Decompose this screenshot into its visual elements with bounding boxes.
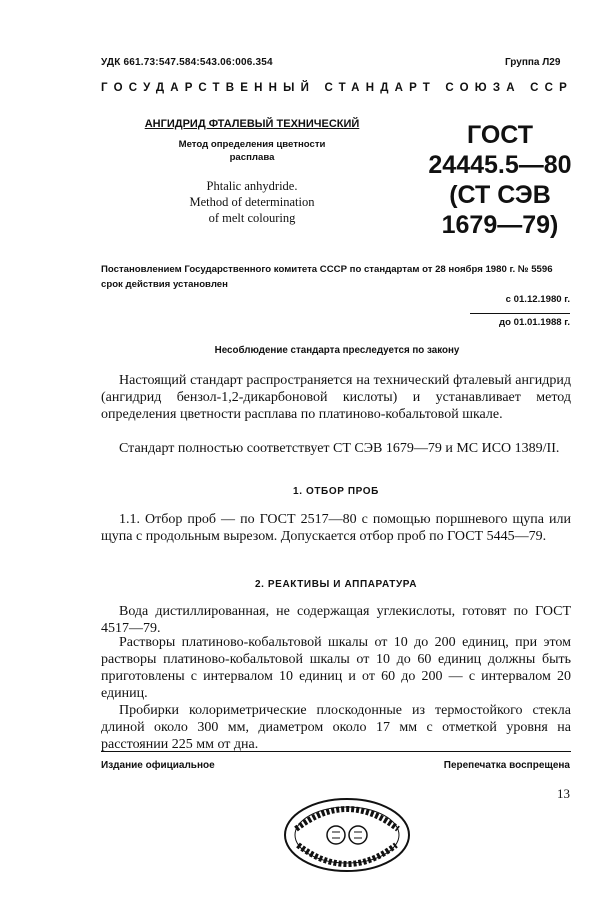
method-title-ru [102, 138, 402, 164]
method-title-ru-line-1: Метод определения цветности [178, 139, 326, 150]
group-code: Группа Л29 [505, 57, 561, 68]
decree-text: Постановлением Государственного комитета СССР по стандартам от 28 ноября 1980 г. № 5596 срок действия установлен [101, 264, 553, 290]
title-en-line-2: Method of determination [189, 195, 315, 209]
cmea-number: 1679—79) [441, 211, 559, 239]
title-en [102, 178, 402, 226]
cmea-label: (СТ СЭВ [449, 181, 551, 209]
title-ru: АНГИДРИД ФТАЛЕВЫЙ ТЕХНИЧЕСКИЙ [144, 118, 360, 130]
library-stamp-icon [282, 795, 412, 875]
section-1-heading: 1. ОТБОР ПРОБ [293, 486, 379, 497]
official-edition-label: Издание официальное [101, 760, 215, 771]
udk-code: УДК 661.73:547.584:543.06:006.354 [101, 57, 273, 68]
section-2-paragraph-solutions: Растворы платиново-кобальтовой шкалы от 10 до 200 единиц, при этом растворы платиново-кобальтовой шкалы от 10 до 60 единиц должны быть приготовлены с интервалом 10 единиц и от 60 до 200 — с интервалом 20 единиц. [101, 635, 571, 701]
title-en-line-3: of melt colouring [208, 211, 296, 225]
gost-label: ГОСТ [467, 121, 533, 149]
section-2-heading: 2. РЕАКТИВЫ И АППАРАТУРА [254, 579, 418, 590]
state-standard-header: ГОСУДАРСТВЕННЫЙ СТАНДАРТ СОЮЗА ССР [101, 82, 574, 94]
gost-number: 24445.5—80 [428, 151, 572, 179]
page-number: 13 [557, 786, 570, 801]
title-block [102, 118, 402, 226]
valid-to-date: до 01.01.1988 г. [470, 313, 570, 328]
footer-divider [101, 751, 571, 752]
section-1-paragraph: 1.1. Отбор проб — по ГОСТ 2517—80 с помощью поршневого щупа или щупа с продольным вырезом. Допускается отбор проб по ГОСТ 5445—79. [101, 512, 571, 544]
intro-paragraph: Настоящий стандарт распространяется на технический фталевый ангидрид (ангидрид бензол-1,2-дикарбоновой кислоты) и устанавливает метод определения цветности расплава по платиново-кобальтовой шкале. [101, 373, 571, 422]
compliance-paragraph: Стандарт полностью соответствует СТ СЭВ 1679—79 и МС ИСО 1389/II. [119, 441, 560, 456]
section-2-paragraph-water: Вода дистиллированная, не содержащая углекислоты, готовят по ГОСТ 4517—79. [101, 604, 571, 636]
section-2-paragraph-tubes: Пробирки колориметрические плоскодонные из термостойкого стекла длиной около 300 мм, диаметром около 17 мм с отметкой уровня на расстоянии 225 мм от дна. [101, 703, 571, 752]
reprint-prohibited-label: Перепечатка воспрещена [443, 760, 570, 771]
method-title-ru-line-2: расплава [229, 152, 275, 163]
valid-from-date: с 01.12.1980 г. [505, 294, 570, 305]
gost-designation [420, 120, 580, 240]
legal-warning: Несоблюдение стандарта преследуется по закону [214, 345, 460, 356]
title-en-line-1: Phtalic anhydride. [206, 179, 298, 193]
